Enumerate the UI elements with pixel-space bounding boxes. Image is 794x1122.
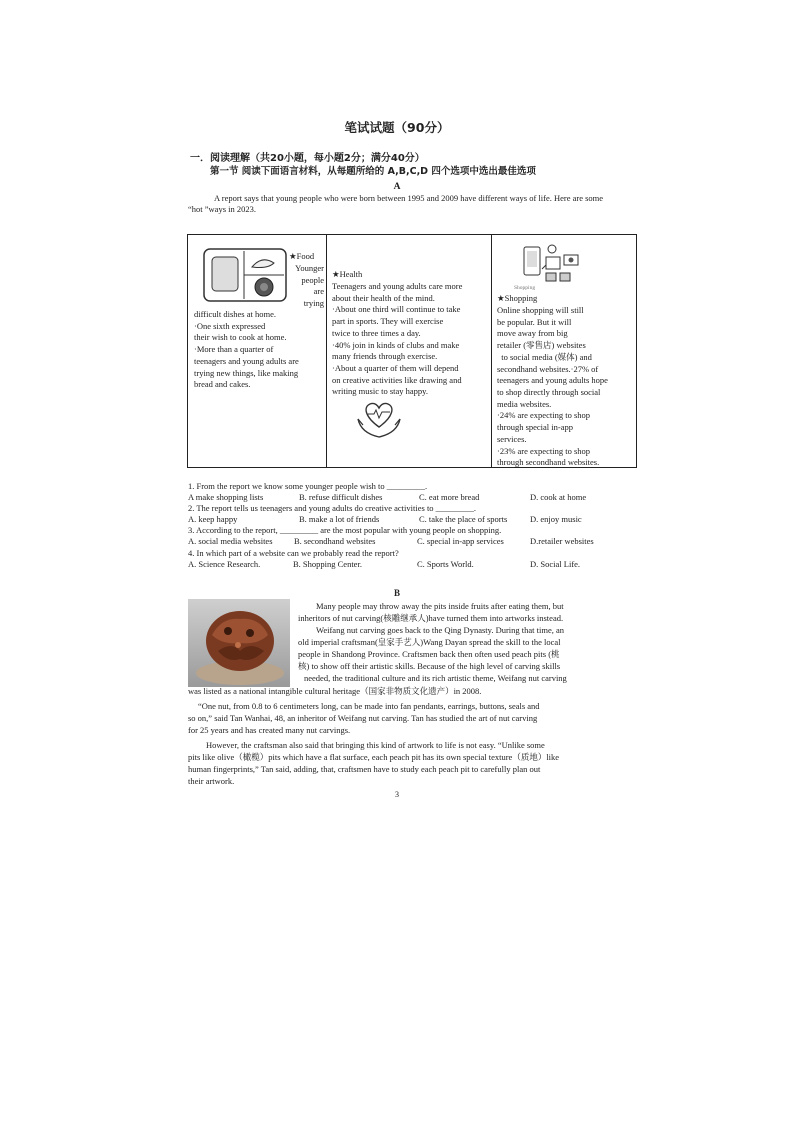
passage-b-label: B: [393, 588, 400, 598]
option-c: C. eat more bread: [419, 492, 480, 503]
passage-line: inheritors of nut carving(核雕继承人)have turned them into artworks instead.: [298, 613, 564, 624]
shopping-line: retailer (零售店) websites: [497, 340, 586, 351]
option-b: B. Shopping Center.: [293, 559, 362, 570]
shopping-line: to shop directly through social: [497, 387, 601, 398]
page-title: 笔试试题（90分）: [344, 120, 450, 135]
passage-b-text: [188, 685, 607, 788]
option-b: B. refuse difficult dishes: [299, 492, 383, 503]
option-c: C. Sports World.: [417, 559, 474, 570]
option-a: A. social media websites: [188, 536, 273, 547]
shopping-line: move away from big: [497, 328, 568, 339]
nut-carving-photo: [188, 599, 290, 687]
question-2: [188, 503, 638, 526]
shopping-line: teenagers and young adults hope: [497, 375, 608, 386]
section-heading: 一．阅读理解（共20小题，每小题2分；满分40分）: [190, 153, 425, 164]
food-wrap-text: [295, 263, 324, 310]
food-line: ·One sixth expressed: [194, 320, 266, 331]
food-column: [188, 235, 327, 467]
option-d: D. Social Life.: [530, 559, 581, 570]
passage-line: old imperial craftsman(皇家手艺人)Wang Dayan spread the skill to the local: [298, 637, 561, 648]
passage-line: needed, the traditional culture and its rich artistic theme, Weifang nut carving: [304, 673, 567, 684]
shopping-text: [497, 305, 636, 469]
food-line: difficult dishes at home.: [194, 309, 276, 319]
shopping-line: ·24% are expecting to shop: [497, 410, 590, 421]
food-text: [194, 309, 326, 391]
option-d: D.retailer websites: [530, 536, 594, 547]
shopping-column: [492, 235, 636, 467]
question-stem: 4. In which part of a website can we probably read the report?: [188, 548, 399, 558]
info-table: [187, 234, 637, 468]
shopping-line: services.: [497, 433, 527, 444]
section-subheading: 第一节 阅读下面语言材料，从每题所给的 A,B,C,D 四个选项中选出最佳选项: [210, 166, 536, 177]
option-b: B. secondhand websites: [294, 536, 376, 547]
option-d: D. enjoy music: [530, 514, 582, 525]
shopping-line: to social media (媒体) and: [497, 351, 592, 362]
health-line: part in sports. They will exercise: [332, 316, 444, 327]
food-line: teenagers and young adults are: [194, 355, 299, 366]
food-line: are: [313, 286, 324, 297]
option-a: A make shopping lists: [188, 492, 264, 503]
passage-line: was listed as a national intangible cultural heritage（国家非物质文化遗产）in 2008.: [188, 686, 482, 696]
option-d: D. cook at home: [530, 492, 587, 503]
health-line: Teenagers and young adults care more: [332, 281, 463, 291]
passage-line: their artwork.: [188, 776, 235, 787]
health-line: ·About a quarter of them will depend: [332, 363, 459, 374]
health-column: [327, 235, 492, 467]
food-line: bread and cakes.: [194, 379, 251, 390]
question-4: [188, 548, 638, 571]
health-heading: ★Health: [332, 269, 363, 279]
passage-line: 核) to show off their artistic skills. Because of the high level of carving skills: [298, 661, 561, 672]
passage-line: However, the craftsman also said that bringing this kind of artwork to life is not easy. “Unlike some: [206, 740, 545, 751]
question-stem: 1. From the report we know some younger people wish to _________.: [188, 481, 428, 491]
food-line: their wish to cook at home.: [194, 332, 287, 343]
health-line: twice to three times a day.: [332, 327, 421, 338]
passage-line: for 25 years and has created many nut carvings.: [188, 725, 351, 736]
lunchbox-icon: [202, 247, 288, 305]
online-shopping-icon: [518, 241, 582, 289]
health-line: about their health of the mind.: [332, 292, 435, 303]
option-a: A. keep happy: [188, 514, 238, 525]
option-b: B. make a lot of friends: [299, 514, 380, 525]
health-line: writing music to stay happy.: [332, 386, 429, 397]
passage-line: people in Shandong Province. Craftsmen back then often used peach pits (桃: [298, 649, 560, 660]
health-line: many friends through exercise.: [332, 351, 438, 362]
shopping-line: through secondhand websites.: [497, 457, 600, 468]
heart-in-hands-icon: [355, 395, 403, 441]
passage-line: Many people may throw away the pits inside fruits after eating them, but: [316, 601, 564, 611]
shopping-line: media websites.: [497, 398, 552, 409]
health-line: ·40% join in kinds of clubs and make: [332, 339, 460, 350]
food-line: people: [301, 274, 324, 285]
shopping-line: be popular. But it will: [497, 316, 572, 327]
passage-b-wrapped-text: [298, 600, 607, 684]
shopping-image-caption: Shopping: [514, 285, 536, 291]
shopping-line: Online shopping will still: [497, 305, 584, 315]
page-number: 3: [395, 790, 399, 799]
question-1: [188, 481, 638, 504]
shopping-line: through special in-app: [497, 422, 574, 433]
health-text: [332, 281, 492, 398]
food-heading: ★Food: [289, 251, 315, 261]
health-line: on creative activities like drawing and: [332, 374, 462, 385]
food-line: ·More than a quarter of: [194, 344, 274, 355]
food-line: Younger: [295, 263, 324, 273]
food-line: trying: [303, 298, 324, 309]
passage-a-label: A: [393, 182, 401, 192]
passage-line: Weifang nut carving goes back to the Qing Dynasty. During that time, an: [316, 625, 565, 636]
passage-line: human fingerprints,” Tan said, adding, that, craftsmen have to study each peach pit to carefully plan out: [188, 764, 541, 775]
food-line: trying new things, like making: [194, 367, 299, 378]
option-c: C. special in-app services: [417, 536, 504, 547]
shopping-line: ·23% are expecting to shop: [497, 445, 590, 456]
option-a: A. Science Research.: [188, 559, 261, 570]
passage-line: “One nut, from 0.8 to 6 centimeters long, can be made into fan pendants, earrings, buttons, seals and: [198, 701, 540, 712]
question-stem: 3. According to the report, _________ are the most popular with young people on shopping.: [188, 525, 502, 535]
passage-line: pits like olive（橄榄）pits which have a flat surface, each peach pit has its own special texture（质地）like: [188, 752, 560, 763]
passage-line: so on,” said Tan Wanhai, 48, an inheritor of Weifang nut carving. Tan has studied the art of nut carving: [188, 713, 538, 724]
question-stem: 2. The report tells us teenagers and young adults do creative activities to _________.: [188, 503, 477, 513]
health-line: ·About one third will continue to take: [332, 304, 461, 315]
shopping-heading: ★Shopping: [497, 293, 538, 303]
shopping-line: secondhand websites.·27% of: [497, 363, 599, 374]
passage-a-intro: A report says that young people who were born between 1995 and 2009 have different ways of life. Here are some “hot ”ways in 2023.: [188, 193, 604, 215]
option-c: C. take the place of sports: [419, 514, 508, 525]
question-3: [188, 525, 638, 548]
